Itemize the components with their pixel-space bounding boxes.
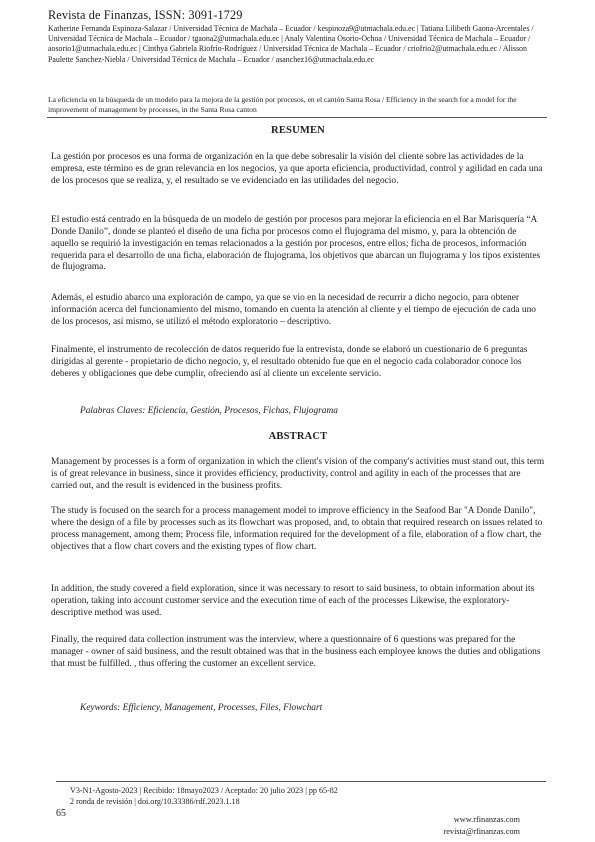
abstract-paragraph-1: Management by processes is a form of organization in which the client's vision of the company's activities must stand out, this term is of great relevance in business, since it provides efficiency, productivity, control and agility in each of the processes that are carried out, and the result is evidenced in the business profits. xyxy=(51,457,545,491)
abstract-paragraph-3: In addition, the study covered a field exploration, since it was necessary to resort to said business, to obtain information about its operation, taking into account customer service and the execution time of each of the processes Likewise, the exploratory-descriptive method was used. xyxy=(51,584,535,618)
resumen-paragraph-3: Además, el estudio abarco una exploración de campo, ya que se vio en la necesidad de recurrir a dicho negocio, para obtener información acerca del funcionamiento del mismo, tomando en cuenta la atención al cliente y el tiempo de ejecución de cada uno de los procesos, así mismo, se utilizó el método exploratorio – descriptivo. xyxy=(51,293,536,327)
page-number: 65 xyxy=(56,808,66,819)
authors-affiliations: Katherine Fernanda Espinoza-Salazar / Universidad Técnica de Machala – Ecuador / kespinoza9@utmachala.edu.ec | Tatiana Lilibeth Gaona-Arcentales / Universidad Técnica de Machala – Ecuador / tgaona2@utmachala.edu.ec | Analy Valentina Osorio-Ochoa / Universidad Técnica de Machala – Ecuador / aosorio1@utmachala.edu.ec | Cinthya Gabriela Riofrío-Rodríguez / Universidad Técnica de Machala – Ecuador / criofrio2@utmachala.edu.ec / Alisson Paulette Sanchez-Niebla / Universidad Técnica de Machala – Ecuador / asanchez16@utmachala.edu.ec xyxy=(48,24,534,64)
abstract-keywords: Keywords: Efficiency, Management, Processes, Files, Flowchart xyxy=(80,703,323,713)
abstract-heading: ABSTRACT xyxy=(268,431,328,442)
article-title: La eficiencia en la búsqueda de un modelo para la mejora de la gestión por procesos, en el cantón Santa Rosa / Efficiency in the search for a model for the improvement of management by processes, in the Santa Rosa canton xyxy=(48,95,517,114)
email-link[interactable]: revista@rfinanzas.com xyxy=(443,826,520,836)
footer-meta xyxy=(70,786,490,808)
resumen-keywords: Palabras Claves: Eficiencia, Gestión, Procesos, Fichas, Flujograma xyxy=(80,406,338,416)
website-link[interactable]: www.rfinanzas.com xyxy=(453,815,520,824)
journal-title: Revista de Finanzas, ISSN: 3091-1729 xyxy=(48,8,243,22)
resumen-paragraph-1: La gestión por procesos es una forma de organización en la que debe sobresalir la visión del cliente sobre las actividades de la empresa, este término es de gran relevancia en los negocios, ya que aporta eficiencia, productividad, control y agilidad en cada una de los procesos que se realiza, y, el resultado se ve evidenciado en las utilidades del negocio. xyxy=(51,152,543,186)
footer-contact xyxy=(380,814,520,837)
footer-rule xyxy=(56,781,546,782)
footer-meta-line-1: V3-N1-Agosto-2023 | Recibido: 18mayo2023 / Aceptado: 20 julio 2023 | pp 65-82 xyxy=(70,786,338,795)
abstract-paragraph-4: Finally, the required data collection instrument was the interview, where a questionnaire of 6 questions was prepared for the manager - owner of said business, and the result obtained was that in the business each employee knows the duties and obligations that must be fulfilled. , thus offering the customer an excellent service. xyxy=(51,635,541,669)
resumen-heading: RESUMEN xyxy=(271,125,325,136)
abstract-paragraph-2: The study is focused on the search for a process management model to improve efficiency in the Seafood Bar "A Donde Danilo", where the design of a file by processes such as its flowchart was proposed, and, to obtain that required research on issues related to process management, among them; Process file, information required for the development of a file, elaboration of a flow chart, the objectives that a flow chart covers and the existing types of flow chart. xyxy=(51,506,543,552)
resumen-paragraph-2: El estudio está centrado en la búsqueda de un modelo de gestión por procesos para mejorar la eficiencia en el Bar Marisquería “A Donde Danilo”, donde se planteó el diseño de una ficha por procesos como el flujograma del mismo, y, para la obtención de aquello se requirió la investigación en temas relacionados a la gestión por procesos, entre ellos; ficha de procesos, información requerida para el desarrollo de una ficha, elaboración de flujograma, los objetivos que abarcan un flujograma y los tipos existentes de flujograma. xyxy=(51,215,541,273)
footer-meta-line-2: 2 ronda de revisión | doi.org/10.33386/rdf.2023.1.18 xyxy=(70,796,240,806)
resumen-paragraph-4: Finalmente, el instrumento de recolección de datos requerido fue la entrevista, donde se elaboró un cuestionario de 6 preguntas dirigidas al gerente - propietario de dicho negocio, y, el resultado obtenido fue que en el negocio cada colaborador conoce los deberes y obligaciones que debe cumplir, ofreciendo así al cliente un excelente servicio. xyxy=(51,345,528,379)
header-rule xyxy=(47,117,547,118)
